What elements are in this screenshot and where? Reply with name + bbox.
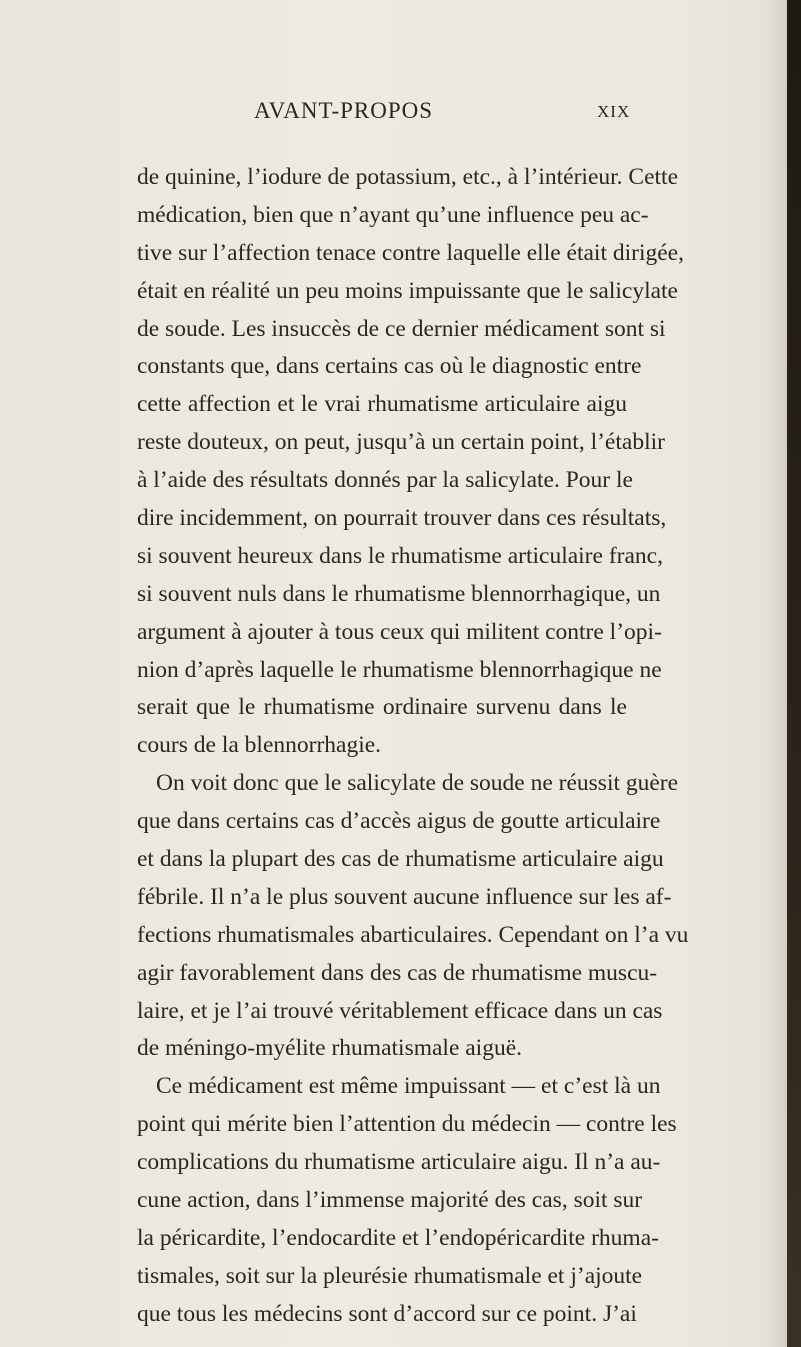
paragraph-end-line: cours de la blennorrhagie.	[137, 732, 382, 759]
text-line: si souvent nuls dans le rhumatisme blennorrhagique, un	[137, 580, 661, 607]
text-line: à l’aide des résultats donnés par la salicylate. Pour le	[137, 467, 633, 494]
text-line: dire incidemment, on pourrait trouver dans ces résultats,	[137, 505, 667, 532]
body-text	[137, 159, 689, 1334]
running-header	[0, 98, 801, 138]
text-line: était en réalité un peu moins impuissante que le salicylate	[137, 277, 678, 304]
text-line: si souvent heureux dans le rhumatisme articulaire franc,	[137, 542, 663, 569]
text-line: argument à ajouter à tous ceux qui militent contre l’opi-	[137, 618, 662, 645]
text-line: constants que, dans certains cas où le diagnostic entre	[137, 353, 642, 380]
paragraph-first-line: On voit donc que le salicylate de soude ne réussit guère	[156, 770, 679, 797]
text-line: complications du rhumatisme articulaire aigu. Il n’a au-	[137, 1149, 661, 1176]
running-title: AVANT-PROPOS	[254, 98, 434, 123]
paragraph-first-line: Ce médicament est même impuissant — et c’est là un	[156, 1073, 661, 1100]
text-line: reste douteux, on peut, jusqu’à un certain point, l’établir	[137, 429, 665, 456]
text-line: nion d’après laquelle le rhumatisme blennorrhagique ne	[137, 656, 662, 683]
page-gutter-shadow	[765, 0, 787, 1347]
text-line: fébrile. Il n’a le plus souvent aucune influence sur les af-	[137, 883, 672, 910]
text-line: la péricardite, l’endocardite et l’endopéricardite rhuma-	[137, 1224, 659, 1251]
text-line: fections rhumatismales abarticulaires. Cependant on l’a vu	[137, 921, 689, 948]
text-line: serait que le rhumatisme ordinaire survenu dans le	[137, 694, 627, 721]
text-line: cune action, dans l’immense majorité des cas, soit sur	[137, 1187, 643, 1214]
paragraph-end-line: de méningo-myélite rhumatismale aiguë.	[137, 1035, 523, 1062]
text-line: cette affection et le vrai rhumatisme articulaire aigu	[137, 391, 627, 418]
text-line: médication, bien que n’ayant qu’une influence peu ac-	[137, 201, 649, 228]
text-line: que tous les médecins sont d’accord sur ce point. J’ai	[137, 1300, 637, 1327]
text-line: tismales, soit sur la pleurésie rhumatismale et j’ajoute	[137, 1262, 643, 1289]
text-line: de quinine, l’iodure de potassium, etc., à l’intérieur. Cette	[137, 164, 678, 190]
text-line: de soude. Les insuccès de ce dernier médicament sont si	[137, 315, 666, 342]
book-edge	[787, 0, 801, 1347]
text-line: que dans certains cas d’accès aigus de goutte articulaire	[137, 808, 661, 835]
text-line: agir favorablement dans des cas de rhumatisme muscu-	[137, 959, 658, 986]
text-line: tive sur l’affection tenace contre laquelle elle était dirigée,	[137, 239, 684, 266]
text-line: et dans la plupart des cas de rhumatisme articulaire aigu	[137, 846, 664, 873]
text-line: laire, et je l’ai trouvé véritablement efficace dans un cas	[137, 997, 663, 1024]
text-line: point qui mérite bien l’attention du médecin — contre les	[137, 1111, 677, 1138]
page-number: XIX	[597, 102, 631, 121]
